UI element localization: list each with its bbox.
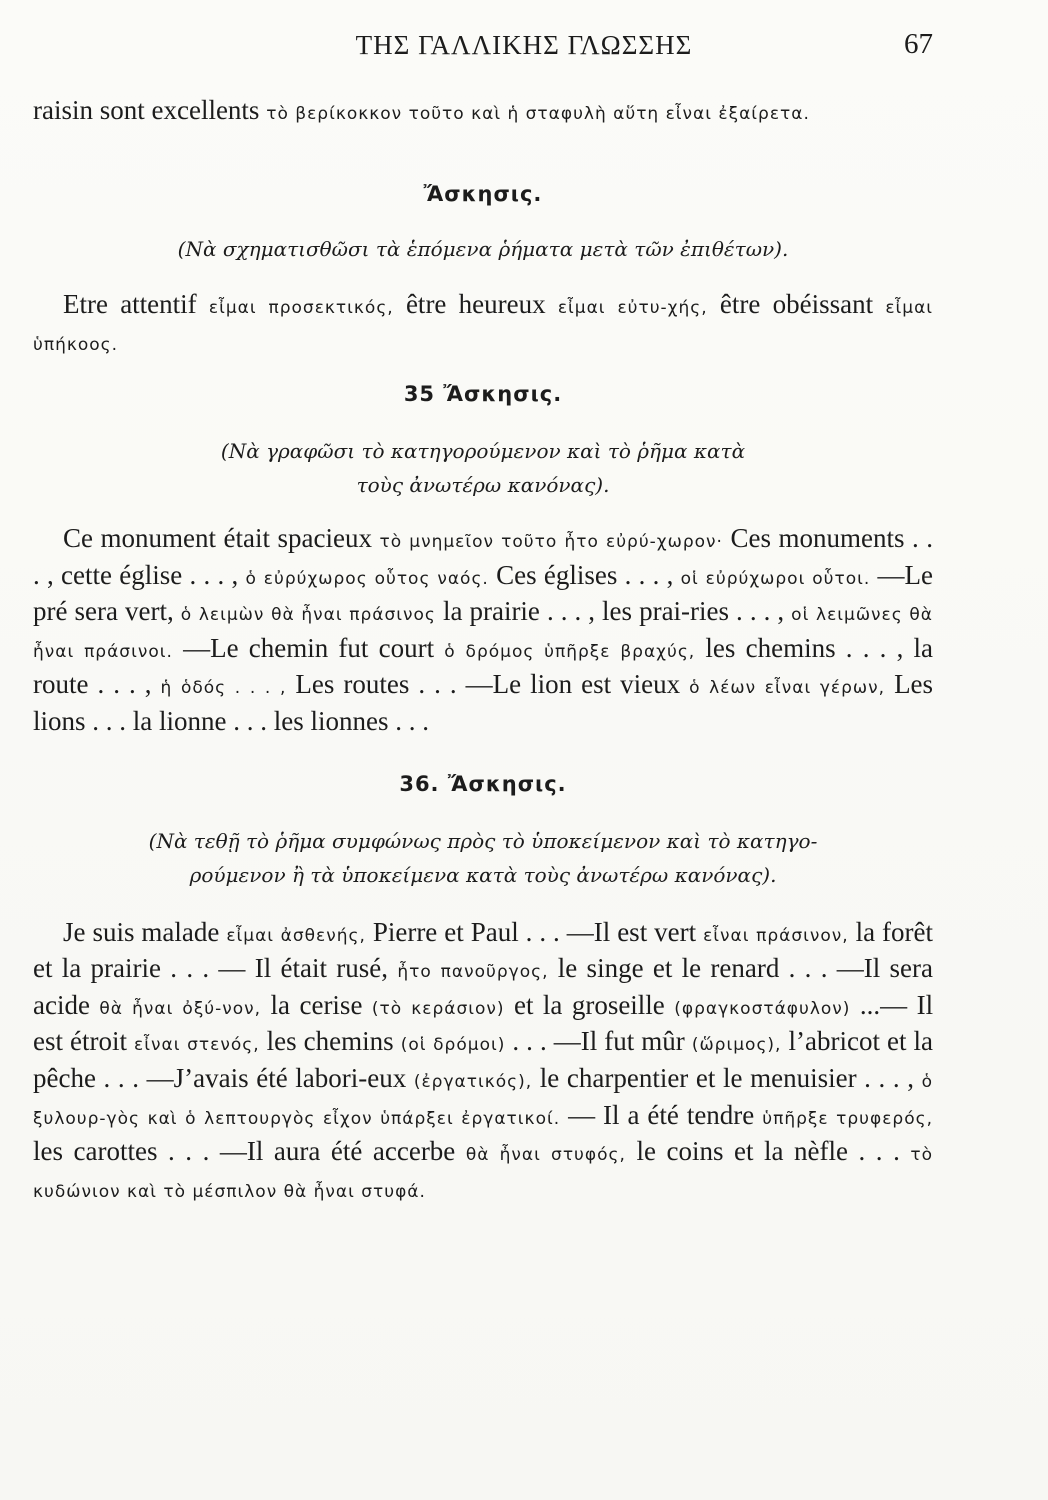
- french-text: Je suis malade: [63, 916, 220, 947]
- french-text: Les lions . . . la lionne . . . les lionnes . . .: [33, 669, 934, 736]
- french-text: la cerise: [270, 989, 363, 1020]
- greek-text: θὰ ἦναι στυφός,: [465, 1145, 626, 1166]
- greek-text: εἶναι στενός,: [134, 1035, 260, 1056]
- french-text: les chemins . . . , la route . . . ,: [33, 632, 934, 700]
- greek-text: (τὸ κεράσιον): [371, 998, 505, 1019]
- intro-greek: τὸ βερίκοκκον τοῦτο καὶ ἡ σταφυλὴ αὕτη εἶναι ἐξαίρετα.: [266, 104, 810, 124]
- exercise-35-title: 35 Ἄσκησις.: [403, 382, 563, 406]
- french-text: la forêt et la prairie . . . — Il était rusé,: [33, 916, 933, 984]
- french-text: être obéissant: [719, 289, 874, 319]
- page-number: 67: [904, 28, 933, 60]
- exercise-instruction: (Νὰ σχηματισθῶσι τὰ ἑπόμενα ῥήματα μετὰ τῶν ἐπιθέτων).: [177, 237, 789, 261]
- french-text: Les routes . . . —Le lion est vieux: [295, 669, 681, 700]
- greek-text: οἱ λειμῶνες θὰ ἦναι πράσινοι.: [33, 605, 934, 662]
- greek-text: (φραγκοστάφυλον): [674, 998, 851, 1019]
- french-text: le charpentier et le menuisier . . . ,: [539, 1062, 914, 1093]
- greek-text: ὁ εὐρύχωρος οὗτος ναός.: [245, 568, 489, 589]
- french-text: ...— Il est étroit: [33, 989, 934, 1057]
- exercise-36-instruction-line1: (Νὰ τεθῇ τὸ ῥῆμα συμφώνως πρὸς τὸ ὑποκείμενον καὶ τὸ κατηγο-: [148, 828, 818, 853]
- greek-text: τὸ μνημεῖον τοῦτο ἦτο εὐρύ-χωρον·: [379, 532, 723, 552]
- exercise-title: Ἄσκησις.: [423, 182, 543, 206]
- greek-text: (ἐργατικός),: [413, 1071, 533, 1092]
- running-header: ΤΗΣ ΓΑΛΛΙΚΗΣ ΓΛΩΣΣΗΣ: [355, 30, 693, 60]
- french-text: —Le chemin fut court: [183, 632, 435, 663]
- greek-text: εἶμαι ἀσθενής,: [226, 925, 366, 946]
- french-text: Etre attentif: [63, 289, 197, 319]
- greek-text: θὰ ἦναι ὀξύ-νον,: [99, 998, 262, 1019]
- french-text: être heureux: [405, 289, 546, 319]
- page-content: [33, 94, 933, 1208]
- french-text: Pierre et Paul . . . —Il est vert: [372, 916, 697, 947]
- exercise-36-instruction-line2: ρούμενον ἢ τὰ ὑποκείμενα κατὰ τοὺς ἀνωτέρω κανόνας).: [189, 862, 777, 887]
- french-text: l’abricot et la pêche . . . —J’avais été labori-eux: [33, 1026, 933, 1093]
- greek-text: ὑπῆρξε τρυφερός,: [762, 1108, 933, 1129]
- greek-text: οἱ εὐρύχωροι οὗτοι.: [680, 568, 871, 589]
- greek-text: εἶμαι ὑπήκοος.: [33, 298, 934, 355]
- greek-text: ὁ ξυλουρ-γὸς καὶ ὁ λεπτουργὸς εἶχον ὑπάρξει ἐργατικοί.: [33, 1071, 933, 1129]
- french-text: — Il a été tendre: [568, 1099, 755, 1130]
- french-text: —Le pré sera vert,: [33, 559, 934, 627]
- greek-text: τὸ κυδώνιον καὶ τὸ μέσπιλον θὰ ἦναι στυφά.: [33, 1145, 934, 1202]
- exercise-36-paragraph: [33, 916, 933, 1209]
- greek-text: (ὥριμος),: [691, 1035, 782, 1056]
- greek-text: ἦτο πανοῦργος,: [397, 962, 549, 983]
- exercise-paragraph: [33, 288, 933, 354]
- greek-text: εἶμαι προσεκτικός,: [208, 298, 394, 318]
- french-text: les carottes . . . —Il aura été accerbe: [33, 1136, 456, 1167]
- greek-text: ὁ δρόμος ὑπῆρξε βραχύς,: [444, 641, 696, 662]
- intro-paragraph: [33, 94, 933, 160]
- exercise-35-instruction-line1: (Νὰ γραφῶσι τὸ κατηγορούμενον καὶ τὸ ῥῆμα κατὰ: [220, 439, 746, 463]
- greek-text: εἶμαι εὐτυ-χής,: [557, 298, 708, 318]
- greek-text: ἡ ὁδός . . . ,: [160, 678, 287, 699]
- french-text: Ces monuments . . . , cette église . . . ,: [33, 523, 934, 590]
- french-text: Ce monument était spacieux: [63, 523, 372, 553]
- greek-text: (οἱ δρόμοι): [400, 1035, 506, 1056]
- french-text: la prairie . . . , les prai-ries . . . ,: [442, 596, 785, 627]
- french-text: . . . —Il fut mûr: [512, 1026, 685, 1057]
- exercise-35-paragraph: [33, 522, 933, 738]
- exercise-35-instruction-line2: τοὺς ἀνωτέρω κανόνας).: [356, 473, 610, 497]
- french-text: Ces églises . . . ,: [496, 559, 674, 590]
- greek-text: ὁ λειμὼν θὰ ἦναι πράσινος: [180, 605, 436, 626]
- french-text: le coins et la nèfle . . .: [636, 1136, 900, 1167]
- french-text: et la groseille: [513, 989, 665, 1020]
- intro-french: raisin sont excellents: [33, 95, 260, 125]
- french-text: les chemins: [266, 1026, 394, 1057]
- exercise-36-title: 36. Ἄσκησις.: [399, 771, 567, 796]
- french-text: le singe et le renard . . . —Il sera acide: [33, 953, 934, 1020]
- greek-text: ὁ λέων εἶναι γέρων,: [689, 678, 886, 699]
- greek-text: εἶναι πράσινον,: [703, 925, 849, 946]
